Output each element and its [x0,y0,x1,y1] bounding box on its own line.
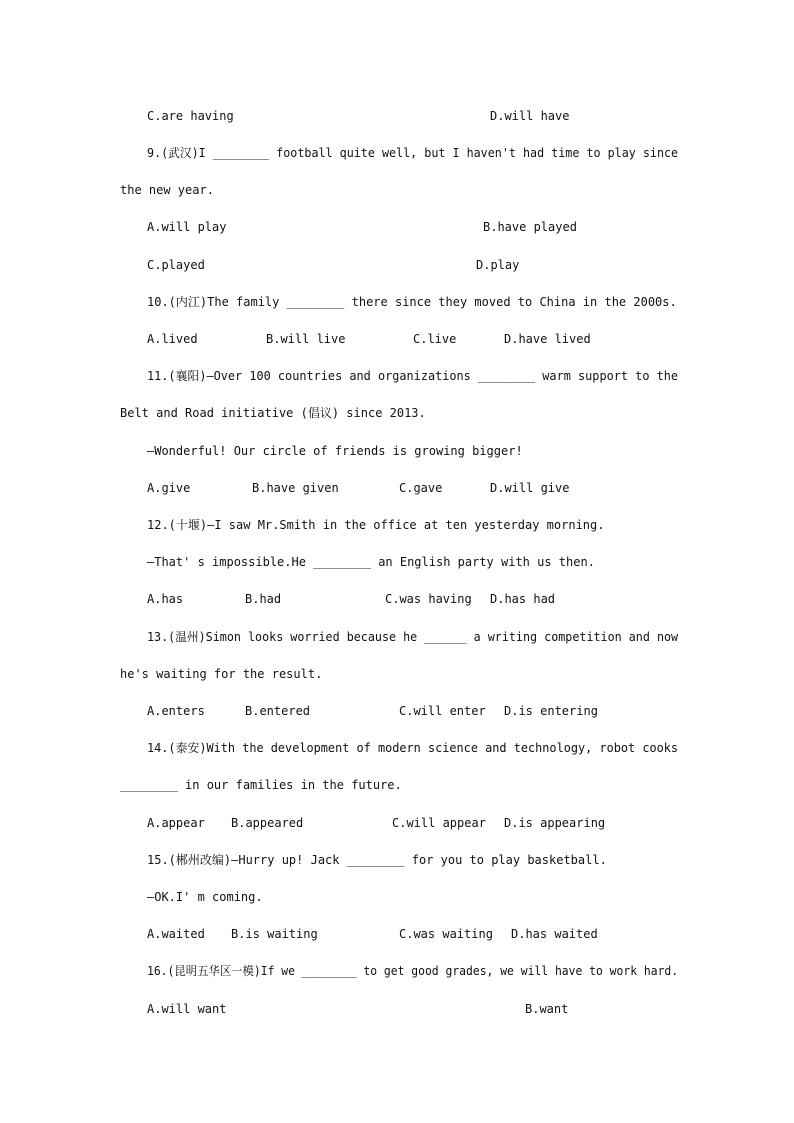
q9-option-b: B.have played [483,220,577,234]
q13-stem-line2: he's waiting for the result. [120,667,323,681]
q14-stem-line2: ________ in our families in the future. [120,778,402,792]
q9-option-d: D.play [476,258,520,272]
q14-option-d: D.is appearing [504,816,606,830]
q14-option-a: A.appear [147,816,205,830]
q9-option-a: A.will play [147,220,227,234]
q12-option-d: D.has had [490,592,556,606]
q15-option-d: D.has waited [511,927,598,941]
q12-option-b: B.had [245,592,282,606]
q15-option-b: B.is waiting [231,927,318,941]
q13-option-d: D.is entering [504,704,598,718]
q11-option-a: A.give [147,481,191,495]
q12-option-a: A.has [147,592,184,606]
q8-option-c: C.are having [147,109,234,123]
q9-stem-line2: the new year. [120,183,214,197]
q11-option-c: C.gave [399,481,443,495]
q12-option-c: C.was having [385,592,472,606]
q14-stem-line1: 14.(泰安)With the development of modern science and technology, robot cooks [147,741,679,755]
q14-option-b: B.appeared [231,816,304,830]
q15-option-c: C.was waiting [399,927,493,941]
q15-reply: —OK.I' m coming. [147,890,263,904]
q15-stem: 15.(郴州改编)—Hurry up! Jack ________ for you to play basketball. [147,853,607,867]
q10-option-a: A.lived [147,332,198,346]
q13-option-c: C.will enter [399,704,486,718]
q13-stem-line1: 13.(温州)Simon looks worried because he ______ a writing competition and now [147,630,679,644]
q11-stem-line2: Belt and Road initiative (倡议) since 2013. [120,406,426,420]
q13-option-b: B.entered [245,704,311,718]
q10-option-b: B.will live [266,332,346,346]
q11-reply: —Wonderful! Our circle of friends is growing bigger! [147,444,523,458]
q8-option-d: D.will have [490,109,570,123]
q14-option-c: C.will appear [392,816,486,830]
q9-option-c: C.played [147,258,205,272]
q11-option-b: B.have given [252,481,339,495]
q15-option-a: A.waited [147,927,205,941]
q16-option-b: B.want [525,1002,569,1016]
q16-stem: 16.(昆明五华区一模)If we ________ to get good grades, we will have to work hard. [147,964,679,978]
q10-option-c: C.live [413,332,457,346]
q10-stem: 10.(内江)The family ________ there since they moved to China in the 2000s. [147,295,677,309]
q11-option-d: D.will give [490,481,570,495]
q13-option-a: A.enters [147,704,205,718]
q9-stem-line1: 9.(武汉)I ________ football quite well, but I haven't had time to play since [147,146,679,160]
q10-option-d: D.have lived [504,332,591,346]
q12-reply: —That' s impossible.He ________ an English party with us then. [147,555,595,569]
q12-stem: 12.(十堰)—I saw Mr.Smith in the office at ten yesterday morning. [147,518,605,532]
q16-option-a: A.will want [147,1002,227,1016]
q11-stem-line1: 11.(襄阳)—Over 100 countries and organizations ________ warm support to the [147,369,679,383]
